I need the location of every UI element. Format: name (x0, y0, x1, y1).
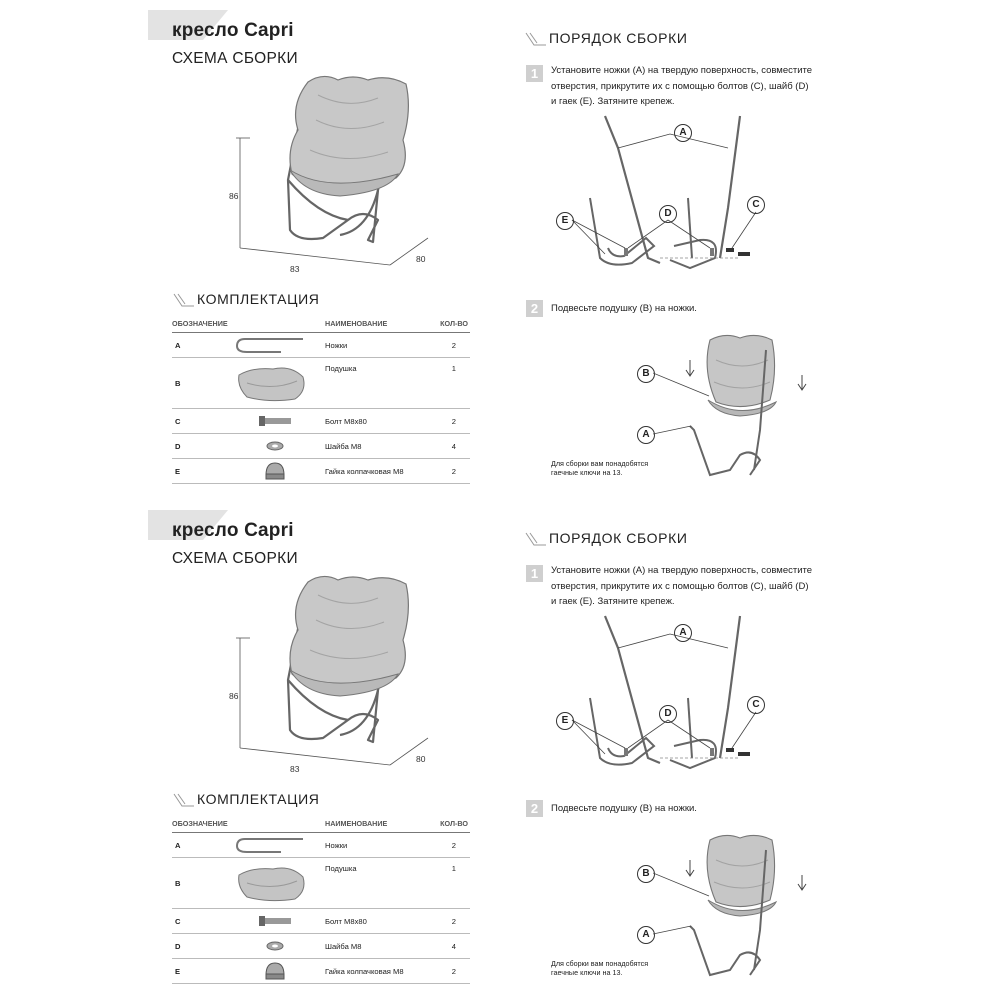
step-1-badge: 1 (526, 65, 543, 82)
tools-note-line: Для сборки вам понадобятся (551, 459, 649, 468)
step-2-text (551, 801, 697, 817)
kit-code: E (172, 959, 233, 984)
cap-nut-part-icon (233, 459, 325, 484)
callout-b: B (637, 365, 655, 383)
chair-overview-drawing (228, 570, 438, 775)
bolt-part-icon (233, 909, 325, 934)
washer-part-icon (233, 934, 325, 959)
callout-d: D (659, 705, 677, 723)
dimension-depth: 80 (416, 254, 426, 264)
kit-code: E (172, 459, 233, 484)
product-subtitle: СХЕМА СБОРКИ (172, 550, 298, 567)
kit-code: B (172, 358, 233, 409)
callout-c: C (747, 696, 765, 714)
callout-a-step2: A (637, 926, 655, 944)
dimension-depth: 80 (416, 754, 426, 764)
step-1-line: Установите ножки (А) на твердую поверхность, совместите (551, 65, 813, 76)
kit-qty: 2 (430, 409, 470, 434)
table-row (172, 358, 470, 409)
kit-qty: 2 (430, 959, 470, 984)
washer-part-icon (233, 434, 325, 459)
cushion-part-icon (233, 858, 325, 909)
kit-name: Подушка (325, 858, 430, 909)
table-row (172, 459, 470, 484)
assembly-section-title (524, 30, 688, 46)
assembly-title-text: ПОРЯДОК СБОРКИ (549, 30, 688, 46)
tools-note-line: Для сборки вам понадобятся (551, 959, 649, 968)
kit-header-pic (233, 316, 325, 333)
kit-qty: 4 (430, 434, 470, 459)
kit-code: A (172, 833, 233, 858)
kit-header-code: ОБОЗНАЧЕНИЕ (172, 316, 233, 333)
tools-note (551, 960, 648, 977)
step-1-badge: 1 (526, 565, 543, 582)
callout-e: E (556, 212, 574, 230)
table-row (172, 409, 470, 434)
callout-d: D (659, 205, 677, 223)
kit-name: Гайка колпачковая М8 (325, 459, 430, 484)
step-1-text (551, 563, 812, 610)
dimension-height: 86 (229, 191, 239, 201)
kit-name: Болт М8х80 (325, 409, 430, 434)
step-2-text (551, 301, 697, 317)
table-row (172, 858, 470, 909)
step-2-line: Подвесьте подушку (В) на ножки. (551, 803, 697, 814)
section-slash-icon (172, 793, 194, 807)
bolt-part-icon (233, 409, 325, 434)
kit-header-qty: КОЛ-ВО (430, 816, 470, 833)
kit-table (172, 316, 470, 484)
section-slash-icon (172, 293, 194, 307)
step-1-line: и гаек (Е). Затяните крепеж. (551, 596, 675, 607)
table-row (172, 909, 470, 934)
kit-qty: 2 (430, 909, 470, 934)
product-subtitle: СХЕМА СБОРКИ (172, 50, 298, 67)
dimension-width: 83 (290, 764, 300, 774)
callout-e: E (556, 712, 574, 730)
kit-title-text: КОМПЛЕКТАЦИЯ (197, 791, 320, 807)
kit-name: Болт М8х80 (325, 909, 430, 934)
kit-header-name: НАИМЕНОВАНИЕ (325, 816, 430, 833)
callout-a-step2: A (637, 426, 655, 444)
step-2-leader-lines (653, 370, 713, 440)
dimension-width: 83 (290, 264, 300, 274)
table-row (172, 333, 470, 358)
kit-header-code: ОБОЗНАЧЕНИЕ (172, 816, 233, 833)
kit-code: D (172, 434, 233, 459)
step-1-line: отверстия, прикрутите их с помощью болтов (С), шайб (D) (551, 80, 809, 92)
kit-qty: 2 (430, 333, 470, 358)
dimension-height: 86 (229, 691, 239, 701)
kit-name: Шайба М8 (325, 434, 430, 459)
kit-code: C (172, 909, 233, 934)
kit-section-title (172, 291, 319, 307)
table-row (172, 833, 470, 858)
table-row (172, 934, 470, 959)
kit-code: A (172, 333, 233, 358)
table-row (172, 959, 470, 984)
legs-part-icon (233, 333, 325, 358)
kit-name: Ножки (325, 833, 430, 858)
kit-title-text: КОМПЛЕКТАЦИЯ (197, 291, 320, 307)
kit-header-qty: КОЛ-ВО (430, 316, 470, 333)
kit-table (172, 816, 470, 984)
section-slash-icon (524, 32, 546, 46)
kit-qty: 1 (430, 358, 470, 409)
kit-name: Ножки (325, 333, 430, 358)
kit-header-pic (233, 816, 325, 833)
kit-name: Подушка (325, 358, 430, 409)
legs-part-icon (233, 833, 325, 858)
kit-qty: 1 (430, 858, 470, 909)
kit-qty: 2 (430, 459, 470, 484)
kit-header-name: НАИМЕНОВАНИЕ (325, 316, 430, 333)
kit-name: Шайба М8 (325, 934, 430, 959)
product-title: кресло Capri (172, 20, 294, 41)
step-2-leader-lines (653, 870, 713, 940)
kit-qty: 4 (430, 934, 470, 959)
step-1-line: отверстия, прикрутите их с помощью болтов (С), шайб (D) (551, 580, 809, 592)
callout-b: B (637, 865, 655, 883)
instruction-sheet-bottom (0, 500, 1000, 1000)
kit-code: B (172, 858, 233, 909)
step-1-text (551, 63, 812, 110)
tools-note-line: гаечные ключи на 13. (551, 967, 623, 977)
cap-nut-part-icon (233, 959, 325, 984)
product-title: кресло Capri (172, 520, 294, 541)
callout-a: A (674, 624, 692, 642)
kit-qty: 2 (430, 833, 470, 858)
cushion-part-icon (233, 358, 325, 409)
step-1-line: и гаек (Е). Затяните крепеж. (551, 96, 675, 107)
chair-overview-drawing (228, 70, 438, 275)
kit-section-title (172, 791, 319, 807)
step-2-badge: 2 (526, 300, 543, 317)
kit-code: D (172, 934, 233, 959)
kit-name: Гайка колпачковая М8 (325, 959, 430, 984)
callout-a: A (674, 124, 692, 142)
tools-note-line: гаечные ключи на 13. (551, 467, 623, 477)
step-1-line: Установите ножки (А) на твердую поверхность, совместите (551, 565, 813, 576)
step-2-badge: 2 (526, 800, 543, 817)
callout-c: C (747, 196, 765, 214)
tools-note (551, 460, 648, 477)
assembly-section-title (524, 530, 688, 546)
assembly-title-text: ПОРЯДОК СБОРКИ (549, 530, 688, 546)
table-row (172, 434, 470, 459)
section-slash-icon (524, 532, 546, 546)
step-2-line: Подвесьте подушку (В) на ножки. (551, 303, 697, 314)
kit-code: C (172, 409, 233, 434)
